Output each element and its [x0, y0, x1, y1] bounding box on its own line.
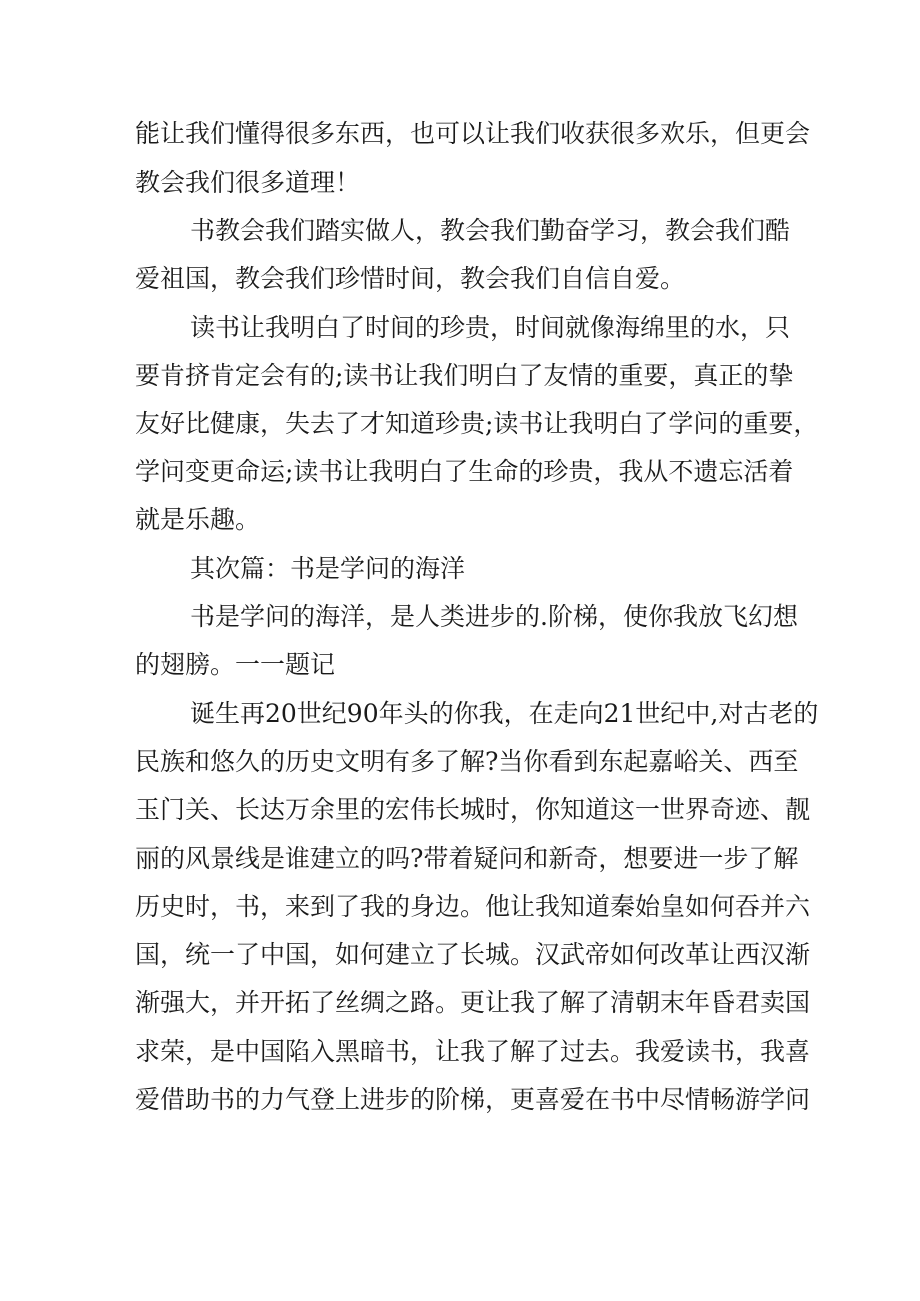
text-line: 要肯挤肯定会有的;读书让我们明白了友情的重要，真正的挚 — [135, 361, 794, 390]
text-line: 渐强大，并开拓了丝绸之路。更让我了解了清朝末年昏君卖国 — [135, 988, 811, 1017]
text-line: 爱借助书的力气登上进步的阶梯，更喜爱在书中尽情畅游学问 — [135, 1085, 811, 1114]
text-line: 书是学问的海洋，是人类进步的.阶梯，使你我放飞幻想 — [190, 602, 798, 631]
text-line: 的翅膀。一一题记 — [135, 650, 336, 679]
text-line: 求荣，是中国陷入黑暗书，让我了解了过去。我爱读书，我喜 — [135, 1037, 811, 1066]
text-line: 学问变更命运;读书让我明白了生命的珍贵，我从不遗忘活着 — [135, 457, 794, 486]
text-line: 读书让我明白了时间的珍贵，时间就像海绵里的水，只 — [190, 313, 791, 342]
section-heading: 其次篇：书是学问的海洋 — [190, 554, 466, 583]
text-line: 友好比健康，失去了才知道珍贵;读书让我明白了学问的重要， — [135, 409, 819, 438]
text-line: 就是乐趣。 — [135, 505, 261, 534]
text-line: 书教会我们踏实做人，教会我们勤奋学习，教会我们酷 — [190, 216, 791, 245]
text-line: 国，统一了中国，如何建立了长城。汉武帝如何改革让西汉渐 — [135, 940, 811, 969]
text-line: 诞生再20世纪90年头的你我，在走向21世纪中,对古老的 — [190, 699, 819, 728]
text-line: 教会我们很多道理！ — [135, 168, 361, 197]
text-line: 丽的风景线是谁建立的吗?带着疑问和新奇，想要进一步了解 — [135, 844, 799, 873]
text-line: 民族和悠久的历史文明有多了解?当你看到东起嘉峪关、西至 — [135, 747, 799, 776]
text-line: 能让我们懂得很多东西，也可以让我们收获很多欢乐，但更会 — [135, 119, 811, 148]
text-line: 玉门关、长达万余里的宏伟长城时，你知道这一世界奇迹、靓 — [135, 795, 811, 824]
text-line: 爱祖国，教会我们珍惜时间，教会我们自信自爱。 — [135, 264, 686, 293]
text-line: 历史时，书，来到了我的身边。他让我知道秦始皇如何吞并六 — [135, 892, 811, 921]
